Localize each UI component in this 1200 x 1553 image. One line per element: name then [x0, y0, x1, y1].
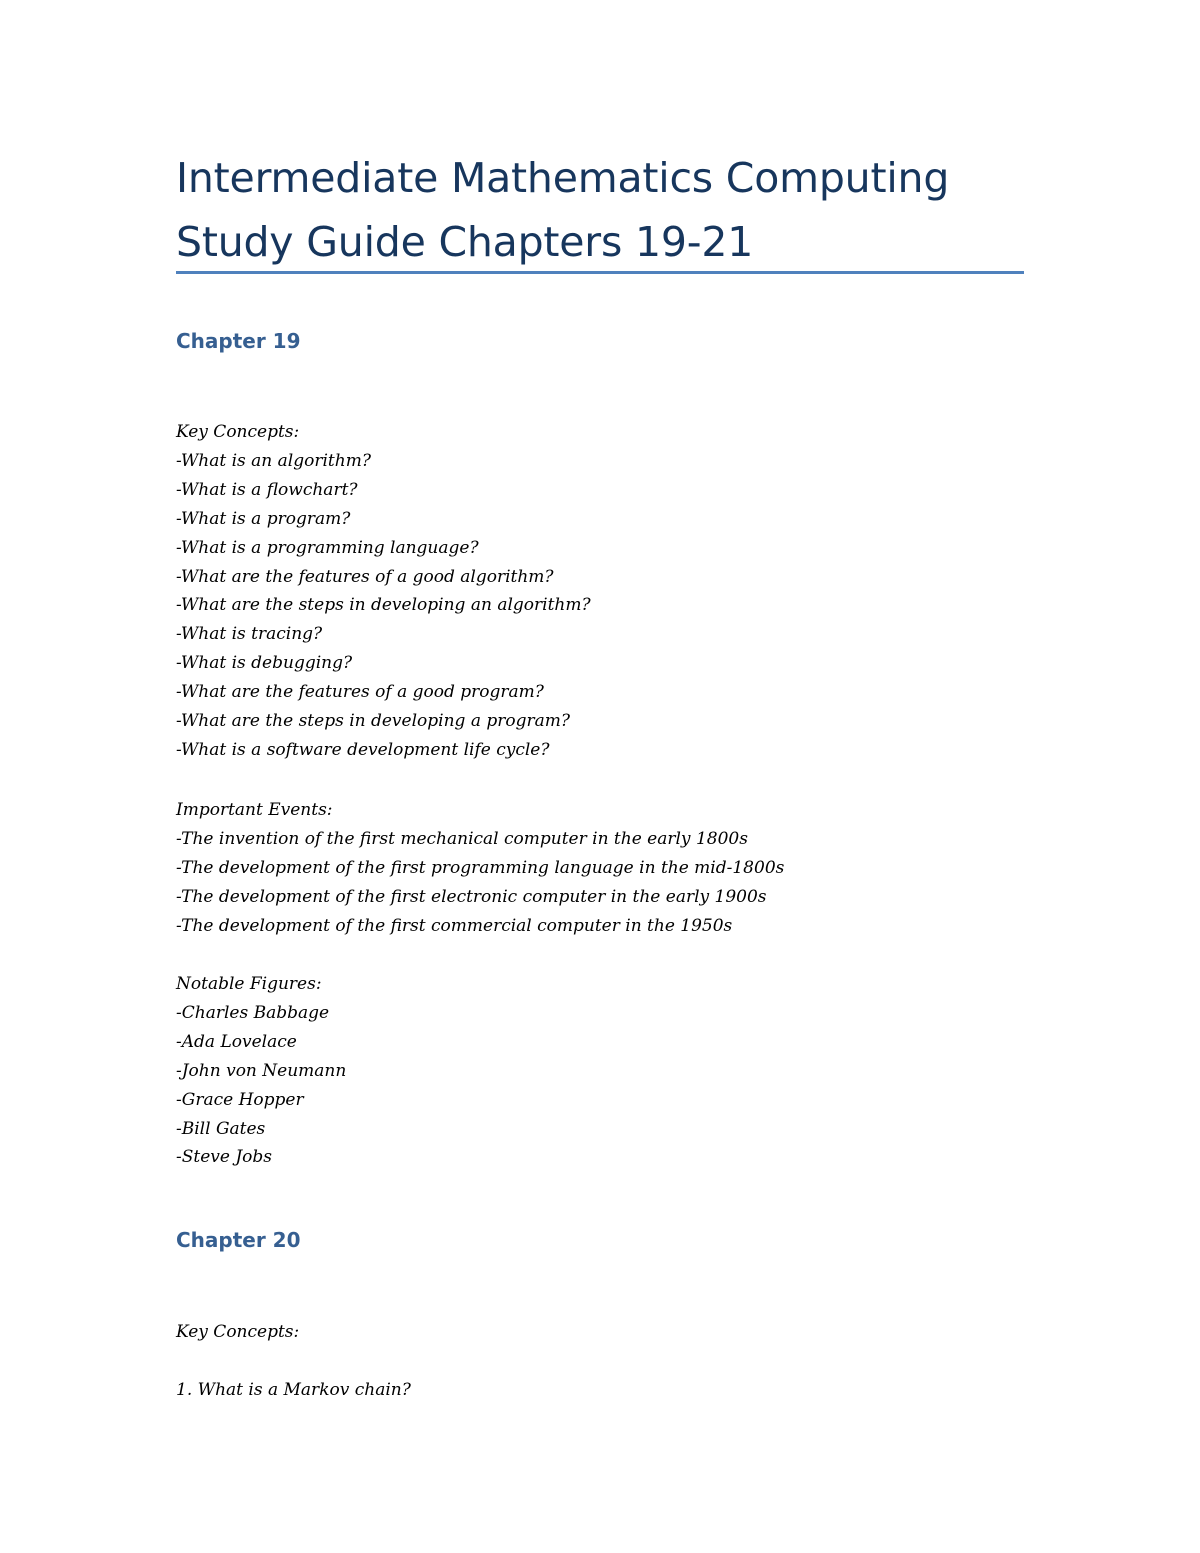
key-concepts-label: Key Concepts: [176, 422, 300, 442]
markov-chain-question: 1. What is a Markov chain? [176, 1380, 411, 1400]
important-events-label: Important Events: [176, 800, 333, 820]
key-concept-item: -What are the steps in developing an algorithm? [176, 595, 591, 616]
title-line-1: Intermediate Mathematics Computing [176, 154, 950, 202]
event-item: -The development of the first electronic computer in the early 1900s [176, 886, 767, 907]
figure-item: -John von Neumann [176, 1060, 347, 1081]
chapter-19-heading: Chapter 19 [176, 329, 301, 353]
key-concept-item: -What are the steps in developing a program? [176, 711, 570, 732]
event-item: -The development of the first programming language in the mid-1800s [176, 857, 785, 878]
key-concept-item: -What is an algorithm? [176, 450, 371, 471]
title-underline-rule [176, 271, 1024, 274]
event-item: -The invention of the first mechanical computer in the early 1800s [176, 828, 748, 849]
notable-figures-label: Notable Figures: [176, 974, 322, 994]
figure-item: -Grace Hopper [176, 1089, 304, 1110]
figure-item: -Charles Babbage [176, 1002, 330, 1023]
key-concept-item: -What is a flowchart? [176, 479, 358, 500]
key-concept-item: -What are the features of a good program? [176, 682, 544, 703]
chapter-20-key-concepts [176, 1318, 1036, 1347]
key-concept-item: -What is debugging? [176, 653, 353, 674]
figure-item: -Steve Jobs [176, 1147, 273, 1168]
chapter-20-heading: Chapter 20 [176, 1228, 301, 1252]
chapter-19-notable-figures [176, 970, 1036, 1172]
chapter-19-key-concepts [176, 418, 1036, 765]
key-concepts-label: Key Concepts: [176, 1322, 300, 1342]
figure-item: -Ada Lovelace [176, 1031, 297, 1052]
key-concept-item: -What are the features of a good algorithm? [176, 566, 554, 587]
key-concept-item: -What is a software development life cycle? [176, 739, 550, 760]
chapter-19-important-events [176, 796, 1036, 941]
figure-item: -Bill Gates [176, 1118, 266, 1139]
title-line-2: Study Guide Chapters 19-21 [176, 218, 754, 266]
event-item: -The development of the first commercial computer in the 1950s [176, 915, 733, 936]
chapter-20-first-item [176, 1376, 1036, 1405]
key-concept-item: -What is a programming language? [176, 537, 479, 558]
key-concept-item: -What is tracing? [176, 624, 323, 645]
key-concept-item: -What is a program? [176, 508, 351, 529]
document-title [176, 146, 1036, 274]
